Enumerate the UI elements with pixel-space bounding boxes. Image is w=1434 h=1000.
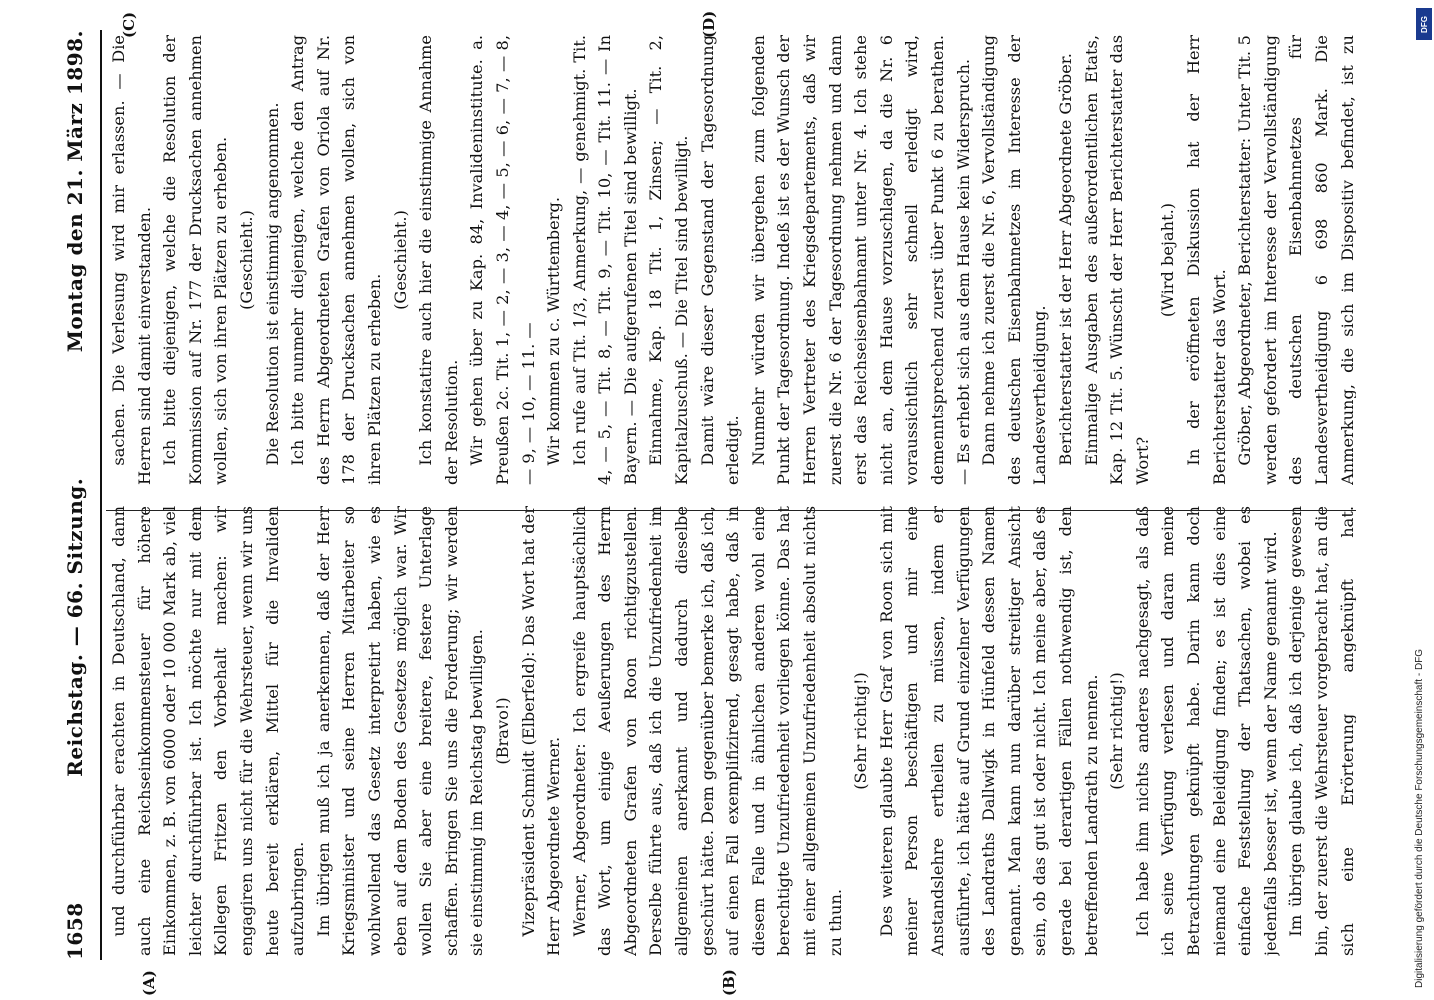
left-column bbox=[106, 506, 1356, 956]
margin-mark-a: (A) bbox=[140, 970, 158, 996]
paragraph: Im übrigen muß ich ja anerkennen, daß der Herr Kriegsminister und seine Herren Mitarbeiter so wohlwollend das Gesetz interpretirt haben, wie es eben auf dem Boden des Gesetzes möglich war. Wir wollen Sie aber eine breitere, festere Unterlage schaffen. Bringen Sie uns die Forderung; wir werden sie einstimmig im Reichstag bewilligen. bbox=[313, 506, 487, 956]
paragraph: sachen. Die Verlesung wird mir erlassen. — Die Herren sind damit einverstanden. bbox=[109, 35, 154, 485]
session-date: Montag den 21. März 1898. bbox=[63, 30, 87, 353]
page-header bbox=[55, 30, 95, 960]
paragraph: In der eröffneten Diskussion hat der Herr Berichterstatter das Wort. bbox=[1183, 35, 1229, 485]
margin-mark-d: (D) bbox=[700, 10, 718, 38]
paragraph: Nunmehr würden wir übergehen zum folgenden Punkt der Tagesordnung. Indeß ist es der Wunsch der Herren Vertreter des Kriegsdepartements, daß wir zuerst die Nr. 6 der Tagesordnung nehmen und dann erst das Reichseisenbahnamt unter Nr. 4. Ich stehe nicht an, dem Hause vorzuschlagen, da die Nr. 6 voraussichtlich sehr schnell erledigt wird, demenntsprechend zuerst über Punkt 6 zu berathen. — Es erhebt sich aus dem Hause kein Widerspruch. bbox=[748, 35, 973, 485]
paragraph: Ich bitte nunmehr diejenigen, welche den Antrag des Herrn Abgeordneten Grafen von Oriola auf Nr. 178 der Drucksachen annehmen wollen, sich von ihren Plätzen zu erheben. bbox=[288, 35, 384, 485]
paragraph: Ich bitte diejenigen, welche die Resolution der Kommission auf Nr. 177 der Drucksachen annehmen wollen, sich von ihren Plätzen zu erheben. bbox=[160, 35, 231, 485]
paragraph: Berichterstatter ist der Herr Abgeordnete Gröber. bbox=[1055, 53, 1075, 466]
side-note bbox=[1414, 8, 1430, 988]
paragraph: (Geschieht.) bbox=[236, 210, 256, 310]
right-column bbox=[106, 35, 1356, 485]
paragraph: Gröber, Abgeordneter, Berichterstatter: Unter Tit. 5 werden gefordert im Interesse der Vervollständigung des deutschen Eisenbahnnetzes für Landesvertheidigung 6 698 860 Mark. Die Anmerkung, die sich im Dispositiv befindet, ist zu bbox=[1235, 35, 1356, 485]
paragraph: (Wird bejaht.) bbox=[1158, 202, 1178, 318]
paragraph: Werner, Abgeordneter: Ich ergreife hauptsächlich das Wort, um einige Aeußerungen des Herrn Abgeordneten Grafen von Roon richtigzustellen. Derselbe führte aus, daß ich die Unzufriedenheit im allgemeinen anerkannt und dadurch dieselbe geschürt hätte. Dem gegenüber bemerke ich, daß ich, auf einen Fall exemplifizirend, gesagt habe, daß in diesem Falle und in ähnlichen anderen wohl eine berechtigte Unzufriedenheit vorliegen könne. Das hat mit einer allgemeinen Unzufriedenheit absolut nichts zu thun. bbox=[569, 506, 845, 956]
paragraph: Einnahme, Kap. 18 Tit. 1, Zinsen; — Tit. 2, Kapitalzuschuß. — Die Titel sind bewilligt. bbox=[646, 35, 692, 485]
paragraph: (Sehr richtig!) bbox=[851, 672, 871, 790]
paragraph: Ich rufe auf Tit. 1/3, Anmerkung, — genehmigt. Tit. 4, — 5, — Tit. 8, — Tit. 9, — Tit. 10, — Tit. 11. — In Bayern. — Die aufgerufenen Titel sind bewilligt. bbox=[569, 35, 640, 485]
paragraph: Wir gehen über zu Kap. 84, Invalideninstitute. a. Preußen 2c. Tit. 1, — 2, — 3, — 4, — 5, — 6, — 7, — 8, — 9, — 10, — 11. — bbox=[467, 35, 538, 485]
column-divider bbox=[106, 510, 1356, 511]
header-rule bbox=[100, 30, 102, 960]
page-number: 1658 bbox=[63, 902, 87, 960]
paragraph: (Geschieht.) bbox=[390, 210, 410, 310]
session-title: Reichstag. — 66. Sitzung. bbox=[63, 477, 87, 777]
paragraph: Vizepräsident Schmidt (Elberfeld): Das Wort hat der Herr Abgeordnete Werner. bbox=[518, 506, 564, 956]
paragraph: Einmalige Ausgaben des außerordentlichen Etats, Kap. 12 Tit. 5. Wünscht der Herr Berichterstatter das Wort? bbox=[1081, 35, 1152, 485]
digitization-note: Digitalisierung gefördert durch die Deutsche Forschungsgemeinschaft - DFG bbox=[1414, 648, 1425, 988]
dfg-logo-icon: DFG bbox=[1416, 8, 1432, 40]
margin-mark-c: (C) bbox=[120, 11, 138, 38]
margin-mark-b: (B) bbox=[720, 969, 738, 996]
paragraph: Damit wäre dieser Gegenstand der Tagesordnung erledigt. bbox=[697, 35, 743, 485]
paragraph: Dann nehme ich zuerst die Nr. 6, Vervollständigung des deutschen Eisenbahnnetzes im Interesse der Landesvertheidigung. bbox=[979, 35, 1050, 485]
paragraph: (Bravo!) bbox=[492, 697, 512, 765]
paragraph: Wir kommen zu c. Württemberg. bbox=[544, 197, 564, 466]
paragraph: Des weiteren glaubte Herr Graf von Roon sich mit meiner Person beschäftigen und mir eine Anstandslehre ertheilen zu müssen, indem er ausführte, ich hätte auf Grund einzelner Verfügungen des Landraths Dallwigk in Hünfeld dessen Namen genannt. Man kann nun darüber streitiger Ansicht sein, ob das gut ist oder nicht. Ich meine aber, daß es gerade bei derartigen Fällen nothwendig ist, den betreffenden Landrath zu nennen. bbox=[876, 506, 1101, 956]
paragraph: Ich habe ihm nichts anderes nachgesagt, als daß ich seine Verfügung verlesen und daran meine Betrachtungen geknüpft habe. Darin kann doch niemand eine Beleidigung finden; es ist dies eine einfache Feststellung der Thatsachen, wobei es jedenfalls besser ist, wenn der Name genannt wird. bbox=[1132, 506, 1280, 956]
paragraph: Die Resolution ist einstimmig angenommen. bbox=[262, 102, 282, 466]
paragraph: (Sehr richtig!) bbox=[1107, 672, 1127, 790]
paragraph: Im übrigen glaube ich, daß ich derjenige gewesen bin, der zuerst die Wehrsteuer vorgebracht hat, an die sich eine Erörterung angeknüpft hat. bbox=[1286, 506, 1356, 956]
paragraph: und durchführbar erachten in Deutschland, dann auch eine Reichseinkommensteuer für höhere Einkommen, z. B. von 6000 oder 10 000 Mark ab, viel leichter durchführbar ist. Ich möchte nur mit dem Kollegen Fritzen den Vorbehalt machen: wir engagiren uns nicht für die Wehrsteuer, wenn wir uns heute bereit erklären, Mittel für die Invaliden aufzubringen. bbox=[109, 506, 308, 956]
paragraph: Ich konstatire auch hier die einstimmige Annahme der Resolution. bbox=[416, 35, 461, 485]
